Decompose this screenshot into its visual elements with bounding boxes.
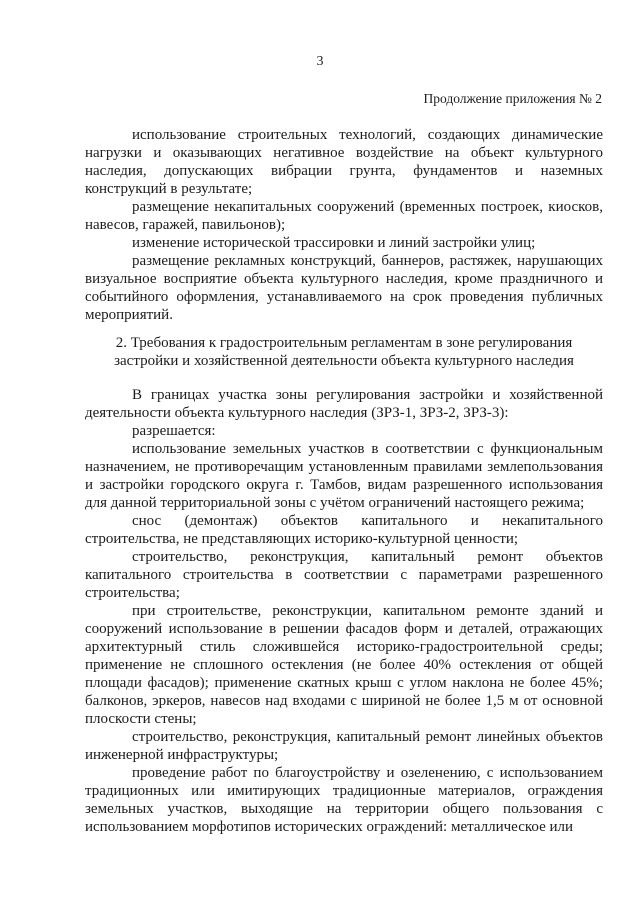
paragraph: разрешается: [132, 423, 216, 439]
page-number: 3 [316, 54, 324, 69]
paragraph: размещение рекламных конструкций, баннеров, растяжек, нарушающих визуальное восприятие объекта культурного наследия, кроме праздничного и событийного оформления, устанавливаемого на срок проведения публичных мероприятий. [85, 253, 603, 323]
paragraph: при строительстве, реконструкции, капитальном ремонте зданий и сооружений использование в решении фасадов форм и деталей, отражающих архитектурный стиль сложившейся историко-градостроительной среды; применение не сплошного остекления (не более 40% остекления от общей площади фасадов); применение скатных крыш с углом наклона не более 45%; балконов, эркеров, навесов над входами с шириной не более 1,5 м от основной плоскости стены; [85, 603, 603, 727]
paragraph: изменение исторической трассировки и линий застройки улиц; [132, 235, 536, 251]
paragraph: проведение работ по благоустройству и озеленению, с использованием традиционных или имитирующих традиционные материалов, ограждения земельных участков, выходящие на территории общего пользования с использованием морфотипов исторических ограждений: металлическое или [85, 765, 603, 835]
section-title-line: 2. Требования к градостроительным регламентам в зоне регулирования [115, 335, 573, 351]
paragraph: строительство, реконструкция, капитальный ремонт объектов капитального строительства в соответствии с параметрами разрешенного строительства; [85, 549, 603, 601]
paragraph: использование земельных участков в соответствии с функциональным назначением, не противоречащим установленным правилами землепользования и застройки городского округа г. Тамбов, видам разрешенного использования для данной территориальной зоны с учётом ограничений настоящего режима; [85, 441, 603, 511]
paragraph: снос (демонтаж) объектов капитального и некапитального строительства, не представляющих историко-культурной ценности; [85, 513, 603, 547]
restrictions-list [85, 126, 603, 324]
paragraph: В границах участка зоны регулирования застройки и хозяйственной деятельности объекта культурного наследия (ЗРЗ-1, ЗРЗ-2, ЗРЗ-3): [85, 387, 603, 421]
section-title-line: застройки и хозяйственной деятельности объекта культурного наследия [114, 353, 574, 369]
paragraph: строительство, реконструкция, капитальный ремонт линейных объектов инженерной инфраструктуры; [85, 729, 603, 763]
section-body [85, 386, 603, 836]
paragraph: использование строительных технологий, создающих динамические нагрузки и оказывающих негативное воздействие на объект культурного наследия, допускающих вибрации грунта, фундаментов и наземных конструкций в результате; [85, 127, 603, 197]
appendix-continuation-note: Продолжение приложения № 2 [423, 91, 602, 106]
section-heading [85, 334, 603, 370]
paragraph: размещение некапитальных сооружений (временных построек, киосков, навесов, гаражей, павильонов); [85, 199, 603, 233]
